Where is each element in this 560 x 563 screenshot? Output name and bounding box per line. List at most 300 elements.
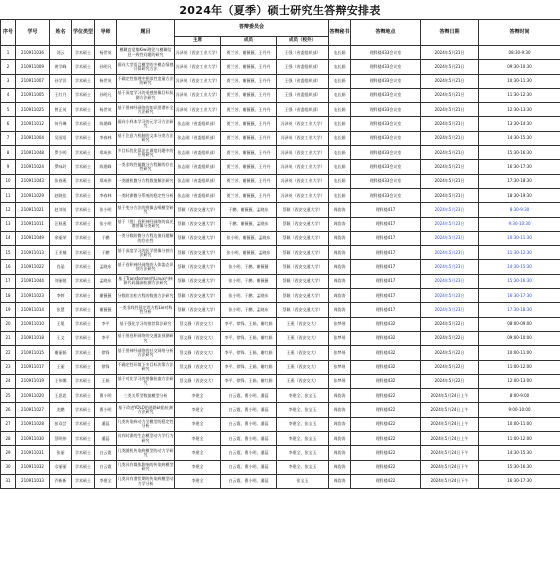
cell-seq: 31 bbox=[1, 474, 16, 488]
cell-degree-type: 学术硕士 bbox=[72, 260, 95, 274]
cell-student-id: 210911033 bbox=[16, 474, 50, 488]
cell-seq: 20 bbox=[1, 317, 16, 331]
cell-thesis-title: 几类传染病动力学模型的稳定性分析 bbox=[117, 417, 175, 431]
cell-advisor: 张小明 bbox=[95, 203, 117, 217]
page-title: 2024年（夏季）硕士研究生答辩安排表 bbox=[179, 4, 381, 17]
cell-chair: 蔡文静（西安交大） bbox=[175, 374, 221, 388]
cell-location: 理科楼432 bbox=[351, 331, 421, 345]
cell-secretary: 屯长娟 bbox=[329, 60, 351, 74]
cell-chair: 蔡颖（西安交通大学） bbox=[175, 289, 221, 303]
cell-secretary: 屯长娟 bbox=[329, 131, 351, 145]
cell-degree-type: 学术硕士 bbox=[72, 432, 95, 446]
header-secretary: 答辩秘书 bbox=[329, 20, 351, 46]
cell-date: 2024年5月21日 bbox=[421, 88, 479, 102]
cell-member-a: 李平、徐锋、王娟、谢红娟 bbox=[221, 331, 277, 345]
cell-name: 龙鹏 bbox=[50, 403, 72, 417]
cell-chair: 蔡颖（西安交通大学） bbox=[175, 231, 221, 245]
cell-student-id: 210911023 bbox=[16, 289, 50, 303]
cell-student-id: 210911020 bbox=[16, 389, 50, 403]
cell-date: 2024年5月24日上午 bbox=[421, 417, 479, 431]
cell-member-b: 李建全、张宝玉 bbox=[277, 432, 329, 446]
cell-member-b: 冯泽英（西安工业大学） bbox=[277, 146, 329, 160]
cell-seq: 25 bbox=[1, 389, 16, 403]
cell-member-a: 贾兰芳、谢薇薇、王丹丹 bbox=[221, 160, 277, 174]
cell-chair: 蔡文静（西安交大） bbox=[175, 331, 221, 345]
header-committee: 答辩委员会 bbox=[175, 20, 329, 37]
cell-seq: 21 bbox=[1, 331, 16, 345]
cell-name: 汪秋燕 bbox=[50, 217, 72, 231]
cell-advisor: 孙明凡 bbox=[95, 88, 117, 102]
cell-seq: 16 bbox=[1, 260, 16, 274]
cell-location: 理科楼433会议室 bbox=[351, 146, 421, 160]
cell-advisor: 杨世英 bbox=[95, 74, 117, 88]
cell-advisor: 李平 bbox=[95, 331, 117, 345]
cell-member-b: 王强（省委组织部） bbox=[277, 74, 329, 88]
cell-secretary: 张梦瑶 bbox=[329, 331, 351, 345]
cell-time: 15:30-16:30 bbox=[479, 146, 560, 160]
cell-thesis-title: 具有时滞的生态模型动力学行为研究 bbox=[117, 432, 175, 446]
cell-member-b: 蔡颖（西安交通大学） bbox=[277, 246, 329, 260]
cell-member-a: 张小明、谢薇薇、孟晓东 bbox=[221, 246, 277, 260]
cell-advisor: 于鹏 bbox=[95, 246, 117, 260]
cell-degree-type: 学术硕士 bbox=[72, 303, 95, 317]
cell-seq: 6 bbox=[1, 117, 16, 131]
cell-seq: 26 bbox=[1, 403, 16, 417]
cell-member-a: 贾兰芳、谢薇薇、王丹丹 bbox=[221, 131, 277, 145]
cell-date: 2024年5月23日 bbox=[421, 246, 479, 260]
defense-schedule-table bbox=[0, 19, 560, 489]
cell-student-id: 210911022 bbox=[16, 260, 50, 274]
cell-secretary: 屯长娟 bbox=[329, 146, 351, 160]
cell-seq: 17 bbox=[1, 274, 16, 288]
cell-seq: 8 bbox=[1, 146, 16, 160]
cell-student-id: 210911043 bbox=[16, 174, 50, 188]
cell-seq: 19 bbox=[1, 303, 16, 317]
cell-member-a: 张小明、于鹏、谢薇薇 bbox=[221, 274, 277, 288]
header-advisor: 导师 bbox=[95, 20, 117, 46]
cell-location: 理科楼417 bbox=[351, 203, 421, 217]
cell-seq: 10 bbox=[1, 174, 16, 188]
cell-location: 理科楼433会议室 bbox=[351, 117, 421, 131]
header-student-id: 学号 bbox=[16, 20, 50, 46]
cell-member-b: 李建全、张宝玉 bbox=[277, 446, 329, 460]
cell-name: 赵晓佳 bbox=[50, 188, 72, 202]
cell-advisor: 徐锋 bbox=[95, 346, 117, 360]
cell-advisor: 潘蕊 bbox=[95, 417, 117, 431]
cell-member-b: 王强（省委组织部） bbox=[277, 46, 329, 60]
cell-location: 理科楼433会议室 bbox=[351, 60, 421, 74]
cell-location: 理科楼432 bbox=[351, 360, 421, 374]
cell-secretary: 张梦瑶 bbox=[329, 374, 351, 388]
cell-student-id: 210911044 bbox=[16, 274, 50, 288]
cell-location: 理科楼433会议室 bbox=[351, 160, 421, 174]
cell-seq: 15 bbox=[1, 246, 16, 260]
cell-chair: 蔡颖（西安交通大学） bbox=[175, 246, 221, 260]
cell-date: 2024年5月23日 bbox=[421, 274, 479, 288]
cell-thesis-title: 一类随机微分方程数值解法研究 bbox=[117, 174, 175, 188]
cell-name: 谢丽娟 bbox=[50, 346, 72, 360]
cell-member-b: 王燕（西安交大） bbox=[277, 346, 329, 360]
cell-degree-type: 学术硕士 bbox=[72, 74, 95, 88]
cell-secretary: 屯长娟 bbox=[329, 46, 351, 60]
table-row bbox=[1, 74, 560, 88]
table-row bbox=[1, 303, 560, 317]
cell-location: 理科楼422 bbox=[351, 403, 421, 417]
cell-name: 王伟娜 bbox=[50, 374, 72, 388]
cell-member-b: 冯泽英（西安工业大学） bbox=[277, 131, 329, 145]
cell-member-a: 白云霞、曹小明、潘蕊 bbox=[221, 403, 277, 417]
table-row bbox=[1, 317, 560, 331]
cell-secretary: 周韵涛 bbox=[329, 289, 351, 303]
cell-time: 16:30-17:30 bbox=[479, 160, 560, 174]
cell-time: 16:30-17:30 bbox=[479, 474, 560, 488]
cell-member-a: 白云霞、曹小明、潘蕊 bbox=[221, 474, 277, 488]
cell-chair: 蔡颖（西安交通大学） bbox=[175, 303, 221, 317]
cell-degree-type: 学术硕士 bbox=[72, 60, 95, 74]
cell-chair: 李建全 bbox=[175, 432, 221, 446]
cell-student-id: 210911005 bbox=[16, 88, 50, 102]
cell-degree-type: 学术硕士 bbox=[72, 346, 95, 360]
cell-chair: 李建全 bbox=[175, 403, 221, 417]
cell-member-a: 贾兰芳、谢薇薇、王丹丹 bbox=[221, 146, 277, 160]
cell-name: 乔新新 bbox=[50, 474, 72, 488]
cell-advisor: 孟晓东 bbox=[95, 260, 117, 274]
cell-name: 罗少明 bbox=[50, 146, 72, 160]
cell-advisor: 谢薇薇 bbox=[95, 289, 117, 303]
cell-member-a: 贾兰芳、谢薇薇、王丹丹 bbox=[221, 60, 277, 74]
cell-student-id: 210911049 bbox=[16, 231, 50, 245]
cell-seq: 2 bbox=[1, 60, 16, 74]
cell-secretary: 周韵涛 bbox=[329, 417, 351, 431]
cell-member-b: 王燕（西安交大） bbox=[277, 374, 329, 388]
cell-degree-type: 学术硕士 bbox=[72, 403, 95, 417]
cell-location: 理科楼433会议室 bbox=[351, 188, 421, 202]
cell-student-id: 210911029 bbox=[16, 188, 50, 202]
cell-date: 2024年5月21日 bbox=[421, 74, 479, 88]
cell-chair: 李建全 bbox=[175, 460, 221, 474]
table-row bbox=[1, 274, 560, 288]
cell-degree-type: 学术硕士 bbox=[72, 103, 95, 117]
cell-member-b: 李建全、张宝玉 bbox=[277, 460, 329, 474]
cell-chair: 蔡颖（西安交通大学） bbox=[175, 217, 221, 231]
cell-seq: 30 bbox=[1, 460, 16, 474]
cell-date: 2024年5月24日下午 bbox=[421, 474, 479, 488]
cell-thesis-title: 基于对比学习的图像检索方法研究 bbox=[117, 374, 175, 388]
cell-name: 蔡明伟 bbox=[50, 432, 72, 446]
cell-date: 2024年5月24日上午 bbox=[421, 403, 479, 417]
cell-thesis-title: 基于注意力机制的文本分类方法研究 bbox=[117, 131, 175, 145]
cell-member-a: 贾兰芳、谢薇薇、王丹丹 bbox=[221, 88, 277, 102]
cell-date: 2024年5月23日 bbox=[421, 217, 479, 231]
cell-secretary: 屯长娟 bbox=[329, 88, 351, 102]
cell-secretary: 周韵涛 bbox=[329, 403, 351, 417]
cell-date: 2024年5月21日 bbox=[421, 188, 479, 202]
cell-advisor: 李平 bbox=[95, 317, 117, 331]
cell-thesis-title: 多目标优化算法在调度问题中的应用研究 bbox=[117, 146, 175, 160]
cell-secretary: 张梦瑶 bbox=[329, 317, 351, 331]
cell-student-id: 210911011 bbox=[16, 217, 50, 231]
cell-thesis-title: 一类时滞微分系统的稳定性分析 bbox=[117, 188, 175, 202]
cell-member-a: 李平、徐锋、王娟、谢红娟 bbox=[221, 374, 277, 388]
cell-secretary: 周韵涛 bbox=[329, 231, 351, 245]
cell-advisor: 曹小明 bbox=[95, 403, 117, 417]
cell-member-b: 蔡颖（西安交通大学） bbox=[277, 274, 329, 288]
cell-student-id: 210911004 bbox=[16, 131, 50, 145]
cell-thesis-title: 几类具有媒体影响的传染病模型研究 bbox=[117, 460, 175, 474]
cell-member-a: 白云霞、曹小明、潘蕊 bbox=[221, 432, 277, 446]
cell-student-id: 210911014 bbox=[16, 303, 50, 317]
cell-seq: 1 bbox=[1, 46, 16, 60]
cell-time: 14:30-15:30 bbox=[479, 260, 560, 274]
table-row bbox=[1, 446, 560, 460]
cell-member-a: 于鹏、谢薇薇、孟晓东 bbox=[221, 217, 277, 231]
cell-date: 2024年5月22日 bbox=[421, 346, 479, 360]
cell-member-b: 李建全、张宝玉 bbox=[277, 417, 329, 431]
cell-name: 吴国语 bbox=[50, 131, 72, 145]
cell-chair: 冯泽英（西安工业大学） bbox=[175, 60, 221, 74]
cell-time: 11:00-12:00 bbox=[479, 360, 560, 374]
cell-chair: 冯泽英（西安工业大学） bbox=[175, 88, 221, 102]
cell-advisor: 杨世英 bbox=[95, 46, 117, 60]
table-row bbox=[1, 246, 560, 260]
cell-degree-type: 学术硕士 bbox=[72, 446, 95, 460]
cell-student-id: 210911031 bbox=[16, 446, 50, 460]
table-row bbox=[1, 203, 560, 217]
cell-date: 2024年5月23日 bbox=[421, 289, 479, 303]
cell-name: 王文 bbox=[50, 331, 72, 345]
cell-member-b: 王燕（西安交大） bbox=[277, 317, 329, 331]
cell-thesis-title: 一类非线性薛定谔方程Lie对称性分析 bbox=[117, 303, 175, 317]
cell-time: 12:30-13:30 bbox=[479, 103, 560, 117]
cell-thesis-title: 基于变分方法的图像去噪模型研究 bbox=[117, 203, 175, 217]
table-row bbox=[1, 46, 560, 60]
cell-student-id: 210911017 bbox=[16, 360, 50, 374]
table-body bbox=[1, 46, 560, 489]
cell-date: 2024年5月23日 bbox=[421, 303, 479, 317]
cell-seq: 3 bbox=[1, 74, 16, 88]
cell-secretary: 周韵涛 bbox=[329, 474, 351, 488]
cell-secretary: 屯长娟 bbox=[329, 74, 351, 88]
header-name: 姓名 bbox=[50, 20, 72, 46]
cell-chair: 张志刚（省委组织部） bbox=[175, 131, 221, 145]
cell-member-a: 张小明、于鹏、谢薇薇 bbox=[221, 260, 277, 274]
cell-time: 10:30-11:30 bbox=[479, 74, 560, 88]
cell-chair: 蔡文静（西安交大） bbox=[175, 317, 221, 331]
cell-seq: 23 bbox=[1, 360, 16, 374]
cell-name: 王亚楠 bbox=[50, 246, 72, 260]
cell-secretary: 周韵涛 bbox=[329, 217, 351, 231]
header-member-a: 成员 bbox=[221, 37, 277, 46]
cell-degree-type: 学术硕士 bbox=[72, 160, 95, 174]
cell-location: 理科楼433会议室 bbox=[351, 88, 421, 102]
cell-name: 王思思 bbox=[50, 389, 72, 403]
cell-member-a: 张小明、谢薇薇、孟晓东 bbox=[221, 231, 277, 245]
cell-seq: 9 bbox=[1, 160, 16, 174]
cell-date: 2024年5月24日下午 bbox=[421, 446, 479, 460]
cell-location: 理科楼422 bbox=[351, 417, 421, 431]
cell-degree-type: 学术硕士 bbox=[72, 417, 95, 431]
table-row bbox=[1, 60, 560, 74]
cell-thesis-title: 几类随机传染病模型的动力学研究 bbox=[117, 446, 175, 460]
cell-degree-type: 学术硕士 bbox=[72, 146, 95, 160]
table-row bbox=[1, 289, 560, 303]
cell-advisor: 王娟 bbox=[95, 374, 117, 388]
table-row bbox=[1, 88, 560, 102]
cell-degree-type: 学术硕士 bbox=[72, 274, 95, 288]
cell-chair: 蔡颖（西安交通大学） bbox=[175, 203, 221, 217]
cell-seq: 28 bbox=[1, 432, 16, 446]
cell-date: 2024年5月22日 bbox=[421, 374, 479, 388]
cell-advisor: 潘蕊 bbox=[95, 432, 117, 446]
cell-seq: 29 bbox=[1, 446, 16, 460]
cell-secretary: 周韵涛 bbox=[329, 460, 351, 474]
cell-advisor: 杨世英 bbox=[95, 103, 117, 117]
header-time: 答辩时间 bbox=[479, 20, 560, 46]
cell-member-a: 贾兰芳、谢薇薇、王丹丹 bbox=[221, 188, 277, 202]
cell-name: 张慧 bbox=[50, 303, 72, 317]
cell-member-a: 白云霞、曹小明、潘蕊 bbox=[221, 460, 277, 474]
cell-secretary: 周韵涛 bbox=[329, 274, 351, 288]
cell-location: 理科楼432 bbox=[351, 346, 421, 360]
cell-student-id: 210911048 bbox=[16, 146, 50, 160]
cell-member-b: 李建全、张宝玉 bbox=[277, 403, 329, 417]
cell-member-a: 贾兰芳、谢薇薇、王丹丹 bbox=[221, 46, 277, 60]
cell-thesis-title: 一类分数阶微分方程边值问题解的存在性 bbox=[117, 231, 175, 245]
table-row bbox=[1, 360, 560, 374]
cell-date: 2024年5月23日 bbox=[421, 203, 479, 217]
cell-time: 8:30-9:30 bbox=[479, 203, 560, 217]
cell-date: 2024年5月22日 bbox=[421, 317, 479, 331]
cell-student-id: 210911028 bbox=[16, 417, 50, 431]
cell-time: 15:30-16:30 bbox=[479, 460, 560, 474]
cell-degree-type: 学术硕士 bbox=[72, 46, 95, 60]
cell-time: 8:00-9:00 bbox=[479, 389, 560, 403]
cell-member-b: 王燕（西安交大） bbox=[277, 331, 329, 345]
cell-name: 佘丽丽 bbox=[50, 460, 72, 474]
cell-chair: 张志刚（省委组织部） bbox=[175, 117, 221, 131]
cell-member-b: 李建全、张宝玉 bbox=[277, 389, 329, 403]
cell-advisor: 孙明凡 bbox=[95, 60, 117, 74]
header-degree-type: 学位类型 bbox=[72, 20, 95, 46]
cell-thesis-title: 基于图卷积网络的交通流预测研究 bbox=[117, 331, 175, 345]
cell-advisor: 李春林 bbox=[95, 131, 117, 145]
cell-thesis-title: 几类具有潜伏期的传染病模型动力学分析 bbox=[117, 474, 175, 488]
table-row bbox=[1, 188, 560, 202]
cell-time: 08:30-9:30 bbox=[479, 46, 560, 60]
cell-chair: 蔡颖（西安交通大学） bbox=[175, 260, 221, 274]
cell-location: 理科楼422 bbox=[351, 432, 421, 446]
cell-student-id: 210911013 bbox=[16, 246, 50, 260]
cell-location: 理科楼433会议室 bbox=[351, 103, 421, 117]
cell-seq: 24 bbox=[1, 374, 16, 388]
cell-secretary: 屯长娟 bbox=[329, 117, 351, 131]
cell-thesis-title: 基于图神经网络的社交网络分析方法研究 bbox=[117, 346, 175, 360]
cell-location: 理科楼432 bbox=[351, 374, 421, 388]
cell-location: 理科楼417 bbox=[351, 231, 421, 245]
cell-chair: 李建全 bbox=[175, 474, 221, 488]
table-row bbox=[1, 346, 560, 360]
cell-seq: 12 bbox=[1, 203, 16, 217]
cell-location: 理科楼417 bbox=[351, 246, 421, 260]
cell-chair: 冯泽英（西安工业大学） bbox=[175, 74, 221, 88]
cell-date: 2024年5月22日 bbox=[421, 331, 479, 345]
cell-name: 王红月 bbox=[50, 88, 72, 102]
cell-name: 赵刘英 bbox=[50, 203, 72, 217]
cell-degree-type: 学术硕士 bbox=[72, 231, 95, 245]
cell-date: 2024年5月23日 bbox=[421, 260, 479, 274]
cell-degree-type: 学术硕士 bbox=[72, 374, 95, 388]
cell-name: 张春燕 bbox=[50, 174, 72, 188]
table-row bbox=[1, 374, 560, 388]
cell-seq: 4 bbox=[1, 88, 16, 102]
table-row bbox=[1, 131, 560, 145]
cell-advisor: 徐锋 bbox=[95, 360, 117, 374]
header-row bbox=[1, 20, 560, 37]
cell-chair: 李建全 bbox=[175, 389, 221, 403]
cell-secretary: 屯长娟 bbox=[329, 160, 351, 174]
cell-date: 2024年5月21日 bbox=[421, 117, 479, 131]
cell-member-b: 张宝玉 bbox=[277, 474, 329, 488]
cell-time: 11:30-12:30 bbox=[479, 246, 560, 260]
cell-member-a: 贾兰芳、谢薇薇、王丹丹 bbox=[221, 174, 277, 188]
table-row bbox=[1, 103, 560, 117]
cell-advisor: 谢薇薇 bbox=[95, 303, 117, 317]
cell-member-b: 蔡颖（西安交通大学） bbox=[277, 260, 329, 274]
cell-chair: 张志刚（省委组织部） bbox=[175, 160, 221, 174]
cell-member-b: 冯泽英（西安工业大学） bbox=[277, 188, 329, 202]
cell-secretary: 张梦瑶 bbox=[329, 346, 351, 360]
cell-time: 14:30-15:30 bbox=[479, 446, 560, 460]
cell-member-b: 蔡颖（西安交通大学） bbox=[277, 303, 329, 317]
cell-chair: 蔡文静（西安交大） bbox=[175, 360, 221, 374]
cell-date: 2024年5月23日 bbox=[421, 231, 479, 245]
cell-advisor: 陈建峰 bbox=[95, 160, 117, 174]
cell-student-id: 210911019 bbox=[16, 374, 50, 388]
table-row bbox=[1, 260, 560, 274]
cell-chair: 李建全 bbox=[175, 417, 221, 431]
cell-location: 理科楼433会议室 bbox=[351, 74, 421, 88]
cell-location: 理科楼417 bbox=[351, 260, 421, 274]
cell-secretary: 周韵涛 bbox=[329, 246, 351, 260]
cell-student-id: 210911024 bbox=[16, 160, 50, 174]
table-row bbox=[1, 474, 560, 488]
cell-member-a: 贾兰芳、谢薇薇、王丹丹 bbox=[221, 74, 277, 88]
table-row bbox=[1, 460, 560, 474]
header-date: 答辩日期 bbox=[421, 20, 479, 46]
table-row bbox=[1, 403, 560, 417]
cell-student-id: 210911025 bbox=[16, 103, 50, 117]
cell-student-id: 210911007 bbox=[16, 74, 50, 88]
cell-member-a: 张小明、于鹏、孟晓东 bbox=[221, 303, 277, 317]
cell-thesis-title: 面向大型语言模型的多模态情感计算研究方法 bbox=[117, 60, 175, 74]
cell-name: 曾正英 bbox=[50, 103, 72, 117]
cell-student-id: 210911032 bbox=[16, 460, 50, 474]
cell-member-a: 李平、徐锋、王娟、谢红娟 bbox=[221, 346, 277, 360]
header-location: 答辩地点 bbox=[351, 20, 421, 46]
cell-location: 理科楼433会议室 bbox=[351, 131, 421, 145]
cell-member-a: 白云霞、曹小明、潘蕊 bbox=[221, 446, 277, 460]
cell-secretary: 周韵涛 bbox=[329, 432, 351, 446]
cell-name: 刘丽媛 bbox=[50, 274, 72, 288]
cell-student-id: 210911036 bbox=[16, 46, 50, 60]
table-row bbox=[1, 117, 560, 131]
cell-member-b: 蔡颖（西安交通大学） bbox=[277, 289, 329, 303]
cell-time: 11:00-12:00 bbox=[479, 432, 560, 446]
cell-name: 张丽 bbox=[50, 446, 72, 460]
cell-degree-type: 学术硕士 bbox=[72, 117, 95, 131]
cell-seq: 11 bbox=[1, 188, 16, 202]
cell-time: 14:30-15:30 bbox=[479, 131, 560, 145]
